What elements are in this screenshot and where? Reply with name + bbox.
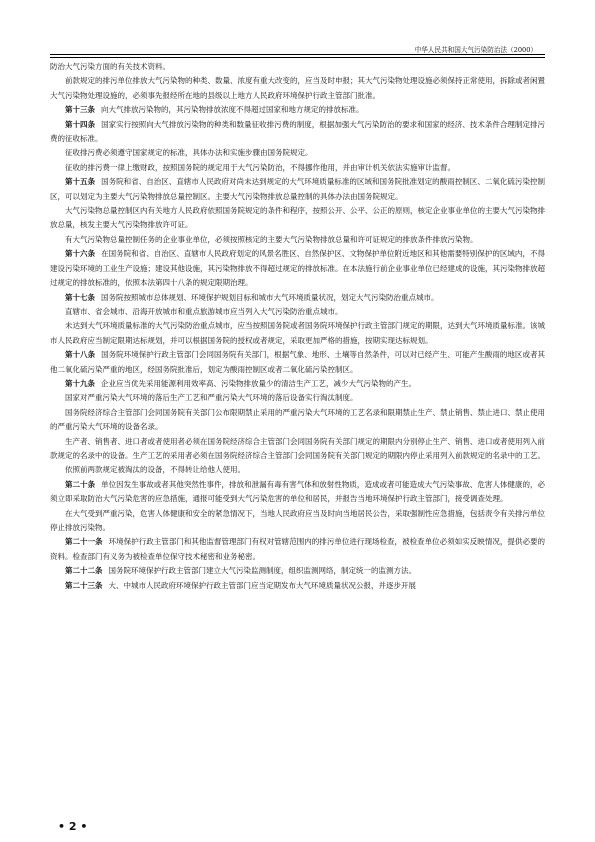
paragraph-text: 生产者、销售者、进口者或者使用者必须在国务院经济综合主管部门会同国务院有关部门规定的期限内分别停止生产、销售、进口或者使用列入前款规定的名录中的设备。生产工艺的采用者必须在国务院经济综合主管部门会同国务院有关部门规定的期限内停止采用列入前款规定的名录中的工艺。 <box>50 436 545 460</box>
paragraph <box>50 103 545 117</box>
paragraph-text: 企业应当优先采用能源利用效率高、污染物排放量少的清洁生产工艺，减少大气污染物的产生。 <box>101 378 416 388</box>
paragraph <box>50 175 545 204</box>
article-number: 第十六条 <box>65 249 96 259</box>
paragraph-text: 国务院和省、自治区、直辖市人民政府对尚未达到规定的大气环境质量标准的区域和国务院批准划定的酸雨控制区、二氧化硫污染控制区，可以划定为主要大气污染物排放总量控制区。主要大气污染物排放总量控制的具体办法由国务院规定。 <box>50 177 546 201</box>
paragraph-text: 防治大气污染方面的有关技术资料。 <box>50 62 170 71</box>
article-number: 第二十三条 <box>65 580 103 590</box>
paragraph <box>50 435 545 464</box>
paragraph-text: 国务院经济综合主管部门会同国务院有关部门公布限期禁止采用的严重污染大气环境的工艺名录和限期禁止生产、禁止销售、禁止进口、禁止使用的严重污染大气环境的设备名录。 <box>50 407 545 432</box>
paragraph <box>50 161 545 175</box>
paragraph <box>50 535 545 564</box>
paragraph <box>50 74 545 103</box>
paragraph-text: 单位因发生事故或者其他突然性事件，排放和泄漏有毒有害气体和放射性物质，造成或者可能造成大气污染事故、危害人体健康的，必须立即采取防治大气污染危害的应急措施，通报可能受到大气污染危害的单位和居民，并报告当地环境保护行政主管部门，接受调查处理。 <box>50 479 546 504</box>
header-rule <box>50 54 545 55</box>
article-number: 第二十一条 <box>65 537 103 547</box>
paragraph <box>50 406 545 435</box>
body-text <box>50 60 545 820</box>
paragraph-text: 国务院按照城市总体规划、环境保护规划目标和城市大气环境质量状况，划定大气污染防治重点城市。 <box>101 292 439 302</box>
article-number: 第十七条 <box>65 292 95 302</box>
paragraph <box>50 247 545 290</box>
paragraph <box>50 579 545 593</box>
article-number: 第二十二条 <box>65 566 103 576</box>
paragraph-text: 大、中城市人民政府环境保护行政主管部门应当定期发布大气环境质量状况公报，并逐步开展 <box>108 580 416 590</box>
paragraph-text: 在大气受到严重污染，危害人体健康和安全的紧急情况下，当地人民政府应当及时向当地居民公告，采取强制性应急措施，包括责令有关排污单位停止排放污染物。 <box>50 508 545 532</box>
article-number: 第十九条 <box>65 378 95 388</box>
article-number: 第十四条 <box>65 119 96 129</box>
article-number: 第十三条 <box>65 105 95 115</box>
paragraph <box>50 478 545 507</box>
paragraph-text: 有大气污染物总量控制任务的企业事业单位，必须按照核定的主要大气污染物排放总量和许可证规定的排放条件排放污染物。 <box>65 234 478 244</box>
paragraph-text: 依照前两款规定被淘汰的设备，不得转让给他人使用。 <box>65 465 245 475</box>
paragraph-text: 国家实行按照向大气排放污染物的种类和数量征收排污费的制度，根据加强大气污染防治的要求和国家的经济、技术条件合理制定排污费的征收标准。 <box>50 119 546 144</box>
paragraph-text: 环境保护行政主管部门和其他监督管理部门有权对管辖范围内的排污单位进行现场检查，被检查单位必须如实反映情况，提供必要的资料。检查部门有义务为被检查单位保守技术秘密和业务秘密。 <box>50 537 546 561</box>
paragraph <box>50 463 545 477</box>
paragraph <box>50 305 545 319</box>
paragraph <box>50 391 545 405</box>
paragraph-text: 在国务院和省、自治区、直辖市人民政府划定的风景名胜区、自然保护区、文物保护单位附近地区和其他需要特别保护的区域内，不得建设污染环境的工业生产设施；建设其他设施，其污染物排放不得超过规定的排放标准。在本法施行前企业事业单位已经建成的设施，其污染物排放超过规定的排放标准的，依照本法第四十八条的规定限期治理。 <box>50 249 546 288</box>
paragraph <box>50 377 545 391</box>
header-rule-thin <box>50 57 545 58</box>
paragraph <box>50 233 545 247</box>
paragraph-text: 向大气排放污染物的，其污染物排放浓度不得超过国家和地方规定的排放标准。 <box>101 105 364 115</box>
paragraph-text: 直辖市、省会城市、沿海开放城市和重点旅游城市应当列入大气污染防治重点城市。 <box>65 306 343 316</box>
paragraph-text: 国务院环境保护行政主管部门建立大气污染监测制度，组织监测网络，制定统一的监测方法。 <box>108 566 416 576</box>
paragraph <box>50 319 545 348</box>
paragraph <box>50 564 545 578</box>
running-header: 中华人民共和国大气污染防治法（2000） <box>414 46 537 54</box>
article-number: 第十五条 <box>65 177 96 187</box>
article-number: 第二十条 <box>65 479 96 489</box>
page-number: • 2 • <box>58 820 88 833</box>
paragraph <box>50 291 545 305</box>
paragraph <box>50 146 545 160</box>
paragraph-text: 征收的排污费一律上缴财政，按照国务院的规定用于大气污染防治，不得挪作他用，并由审计机关依法实施审计监督。 <box>65 162 455 172</box>
article-number: 第十八条 <box>65 350 96 360</box>
paragraph-text: 征收排污费必须遵守国家规定的标准，具体办法和实施步骤由国务院规定。 <box>65 148 313 158</box>
paragraph-text: 大气污染物总量控制区内有关地方人民政府依照国务院规定的条件和程序，按照公开、公平、公正的原则，核定企业事业单位的主要大气污染物排放总量，核发主要大气污染物排放许可证。 <box>50 206 545 230</box>
paragraph <box>50 507 545 536</box>
paragraph <box>50 204 545 233</box>
paragraph-text: 未达到大气环境质量标准的大气污染防治重点城市，应当按照国务院或者国务院环境保护行政主管部门规定的期限，达到大气环境质量标准。该城市人民政府应当制定限期达标规划，并可以根据国务院的授权或者规定，采取更加严格的措施，按期实现达标规划。 <box>50 321 545 345</box>
paragraph-text: 前款规定的排污单位排放大气污染物的种类、数量、浓度有重大改变的，应当及时申报；其大气污染物处理设施必须保持正常使用，拆除或者闲置大气污染物处理设施的，必须事先报经所在地的县级以上地方人民政府环境保护行政主管部门批准。 <box>50 76 545 100</box>
paragraph-text: 国家对严重污染大气环境的落后生产工艺和严重污染大气环境的落后设备实行淘汰制度。 <box>65 393 358 403</box>
paragraph <box>50 118 545 147</box>
paragraph <box>50 60 545 74</box>
paragraph-text: 国务院环境保护行政主管部门会同国务院有关部门，根据气象、地形、土壤等自然条件，可以对已经产生、可能产生酸雨的地区或者其他二氧化硫污染严重的地区，经国务院批准后，划定为酸雨控制区或者二氧化硫污染控制区。 <box>50 350 546 374</box>
paragraph <box>50 348 545 377</box>
